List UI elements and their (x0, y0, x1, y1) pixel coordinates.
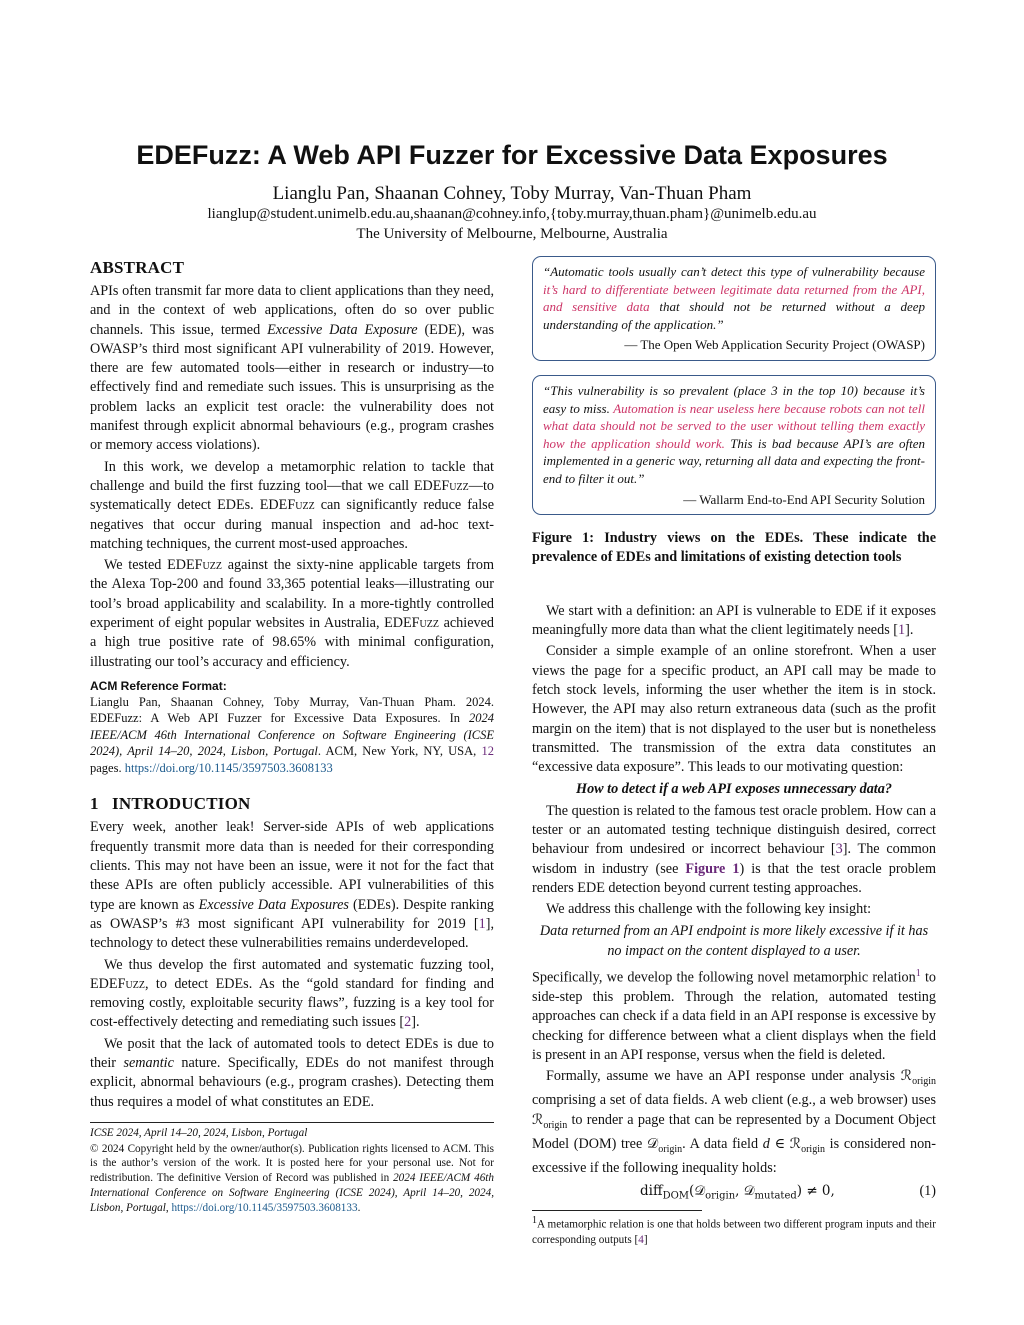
equation-number: (1) (919, 1183, 936, 1200)
footnote-1: $^1$A metamorphic relation is one that holds between two different program inputs and their corresponding outputs [4] (532, 1215, 936, 1246)
intro-paragraph-1: Every week, another leak! Server-side APIs of web applications frequently transmit more data than is needed for their corresponding clients. This may not have been an issue, were it not for the fact that these APIs are often publicly accessible. API vulnerabilities of this type are known as Excessive Data Exposures (EDEs). Despite ranking as OWASP’s #3 most significant API vulnerability for 2019 [1], technology to detect these vulnerabilities remains underdeveloped. (90, 819, 495, 952)
footnote-divider (532, 1210, 702, 1211)
wallarm-quote-box (532, 375, 936, 515)
owasp-quote-box (532, 256, 936, 361)
equation-body: diff$_{DOM}$(𝒟$_{origin}$, 𝒟$_{mutated}$) ≠ 0, (640, 1183, 835, 1202)
copyright-notice: © 2024 Copyright held by the owner/author(s). Publication rights licensed to ACM. This is the author’s version of the work. It is posted here for your personal use. Not for redistribution. The definitive Version of Record was published in 2024 IEEE/ACM 46th International Conference on Software Engineering (ICSE 2024), April 14–20, 2024, Lisbon, Portugal, https://doi.org/10.1145/3597503.3608133. (90, 1142, 494, 1214)
example-paragraph: Consider a simple example of an online storefront. When a user views the page for a specific product, an API call may be made to fetch stock levels, informing the user whether the item is in stock. However, the API may also return extraneous data (such as the profit margin on the item) that is not displayed to the user but is nonetheless transmitted. The transmission of the extra data constitutes an “excessive data exposure”. This leads to our motivating question: (532, 643, 936, 776)
abstract-paragraph-3: We tested EDEFuzz against the sixty-nine applicable targets from the Alexa Top-200 and found 33,365 potential leaks—illustrating our tool’s broad applicability and scalability. In a more-tightly controlled experiment of eight popular websites in Australia, EDEFuzz achieved a high true positive rate of 98.65% with minimal configuration, illustrating our tool’s accuracy and efficiency. (90, 557, 494, 670)
key-insight: Data returned from an API endpoint is more likely excessive if it has no impact on the content displayed to a user. (539, 923, 929, 959)
definition-paragraph: We start with a definition: an API is vulnerable to EDE if it exposes meaningfully more data than what the client legitimately needs [1]. (532, 602, 936, 639)
introduction-heading: 1 INTRODUCTION (90, 794, 251, 814)
acm-reference-text: Lianglu Pan, Shaanan Cohney, Toby Murray, Van-Thuan Pham. 2024. EDEFuzz: A Web API Fuzzer for Excessive Data Exposures. In 2024 IEEE/ACM 46th International Conference on Software Engineering (ICSE 2024), April 14–20, 2024, Lisbon, Portugal. ACM, New York, NY, USA, 12 pages. https://doi.org/10.1145/3597503.3608133 (90, 694, 494, 775)
paper-title: EDEFuzz: A Web API Fuzzer for Excessive Data Exposures (136, 140, 888, 170)
owasp-attribution: — The Open Web Application Security Project (OWASP) (624, 337, 925, 353)
relation-paragraph: Specifically, we develop the following novel metamorphic relation$^1$ to side-step this problem. Through the relation, automated testing approaches can check if a data field in an API response is excessive by checking for difference between what a client displays when the field is present in an API response, versus when the field is deleted. (532, 968, 936, 1063)
copyright-divider (90, 1122, 494, 1123)
venue-line: ICSE 2024, April 14–20, 2024, Lisbon, Portugal (90, 1126, 308, 1139)
citation-link[interactable]: 3 (835, 841, 843, 858)
motivating-question: How to detect if a web API exposes unnecessary data? (576, 781, 892, 798)
equation-1 (532, 1178, 936, 1204)
figure-1-link[interactable]: Figure 1 (685, 860, 740, 877)
abstract-paragraph-2: In this work, we develop a metamorphic relation to tackle that challenge and build the first fuzzing tool—that we call EDEFuzz—to systematically detect EDEs. EDEFuzz can significantly reduce false negatives that occur during manual inspection and ad-hoc text-matching techniques, the current most-used approaches. (90, 458, 494, 552)
intro-paragraph-3: We posit that the lack of automated tools to detect EDEs is due to their semantic nature. Specifically, EDEs do not manifest through explicit, abnormal behaviours (e.g., program crashes). Detecting them thus requires a model of what constitutes an EDE. (90, 1035, 494, 1110)
right-column (532, 256, 936, 1248)
copyright-doi-link[interactable]: https://doi.org/10.1145/3597503.3608133 (171, 1201, 358, 1214)
owasp-quote: “Automatic tools usually can’t detect this type of vulnerability because it’s hard to differentiate between legitimate data returned from the API, and sensitive data that should not be returned without a deep understanding of the application.” (543, 264, 925, 332)
abstract-heading: ABSTRACT (90, 258, 185, 277)
left-column (90, 256, 494, 1216)
wallarm-quote: “This vulnerability is so prevalent (place 3 in the top 10) because it’s easy to miss. Automation is near useless here because robots can not tell what data should not be served to the user without telling them exactly how the application should work. This is bad because API’s are often implemented in a generic way, returning all data and expecting the front-end to filter it out.” (543, 382, 925, 486)
abstract-paragraph-1: APIs often transmit far more data to client applications than they need, and in the context of web applications, often do so over public channels. This issue, termed Excessive Data Exposure (EDE), was OWASP’s third most significant API vulnerability of 2019. However, there are few automated tools—either in research or industry—to effectively find and remediate such issues. This is unsurprising as the problem lacks an explicit test oracle: the vulnerability does not manifest through explicit abnormal behaviours (e.g., program crashes or memory access violations). (90, 283, 494, 454)
wallarm-attribution: — Wallarm End-to-End API Security Solution (683, 491, 925, 507)
footnote-marker[interactable]: 1 (915, 968, 921, 980)
author-list: Lianglu Pan, Shaanan Cohney, Toby Murray, Van-Thuan Pham (272, 183, 752, 204)
acm-reference-heading: ACM Reference Format: (90, 678, 227, 693)
author-emails: lianglup@student.unimelb.edu.au,shaanan@cohney.info,{toby.murray,thuan.pham}@unimelb.edu.au (207, 206, 817, 222)
citation-link[interactable]: 1 (478, 915, 486, 932)
insight-intro: We address this challenge with the following key insight: (546, 901, 872, 918)
oracle-paragraph: The question is related to the famous test oracle problem. How can a tester or an automated testing technique distinguish desired, correct behaviour from undesired or incorrect behaviour [3]. The common wisdom in industry (see Figure 1) is that the test oracle problem renders EDE detection beyond current testing approaches. (532, 802, 937, 896)
affiliation: The University of Melbourne, Melbourne, Australia (356, 226, 668, 242)
figure-1-caption: Figure 1: Industry views on the EDEs. These indicate the prevalence of EDEs and limitations of existing detection tools (532, 530, 936, 566)
citation-link[interactable]: 1 (898, 622, 906, 639)
intro-paragraph-2: We thus develop the first automated and systematic fuzzing tool, EDEFuzz, to detect EDEs. As the “gold standard for finding and removing costly, exploitable security flaws”, fuzzing is a key tool for cost-effectively detecting and remediating such issues [2]. (90, 956, 494, 1031)
citation-link[interactable]: 4 (638, 1233, 644, 1246)
acm-doi-link[interactable]: https://doi.org/10.1145/3597503.3608133 (124, 760, 333, 775)
formal-paragraph: Formally, assume we have an API response under analysis ℛ$_{origin}$ comprising a set of data fields. A web client (e.g., a web browser) uses ℛ$_{origin}$ to render a page that can be represented by a Document Object Model (DOM) tree 𝒟$_{origin}$. A data field d ∈ ℛ$_{origin}$ is considered non-excessive if the following inequality holds: (532, 1068, 936, 1176)
citation-link[interactable]: 2 (404, 1014, 412, 1031)
page-count-link[interactable]: 12 (481, 744, 494, 759)
